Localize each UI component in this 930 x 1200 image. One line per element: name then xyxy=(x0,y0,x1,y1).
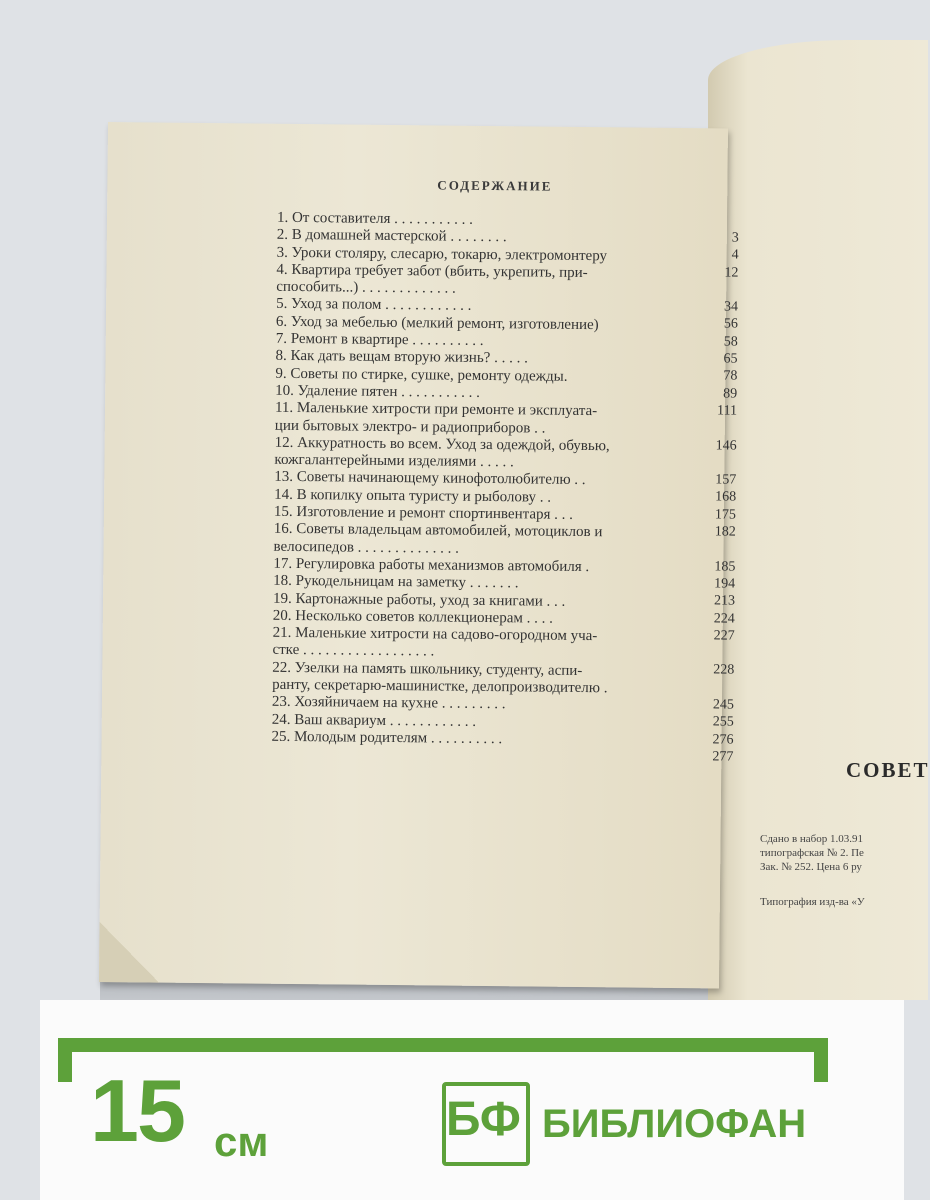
toc-entry-page: 182 xyxy=(714,524,736,540)
imprint-block xyxy=(760,832,864,874)
toc-entry-title: 21. Маленькие хитрости на садово-огородном уча- xyxy=(272,624,598,645)
toc-entry-page: 175 xyxy=(714,507,736,523)
toc-entry-title: 13. Советы начинающему кинофотолюбителю . . xyxy=(274,469,586,489)
press-line: Типография изд-ва «У xyxy=(760,896,865,908)
toc-entry-title: 18. Рукодельницам на заметку . . . . . . . xyxy=(273,572,519,592)
logo-letters: БФ xyxy=(446,1093,521,1146)
toc-entry-page: 3 xyxy=(731,230,739,246)
right-page-title: СОВЕТ xyxy=(846,758,930,782)
toc-entry-title: 12. Аккуратность во всем. Уход за одеждой, обувью, xyxy=(274,434,610,455)
toc-entry-page: 58 xyxy=(723,334,738,350)
toc-entry-title: 25. Молодым родителям . . . . . . . . . . xyxy=(271,728,503,748)
toc-entry-title: 4. Квартира требует забот (вбить, укрепить, при- xyxy=(276,261,588,281)
toc-entry-page: 78 xyxy=(723,368,738,384)
toc-entry-title: ранту, секретарю-машинистке, делопроизводителю . xyxy=(272,676,608,697)
toc-entry-title: 23. Хозяйничаем на кухне . . . . . . . . . xyxy=(271,694,506,713)
toc-entry-title: способить...) . . . . . . . . . . . . . xyxy=(276,278,456,297)
toc-entry-page: 89 xyxy=(723,386,738,402)
toc-entry-title: 7. Ремонт в квартире . . . . . . . . . . xyxy=(275,330,484,350)
toc-entry-page: 12 xyxy=(724,265,739,281)
toc-entry-title: кожгалантерейными изделиями . . . . . xyxy=(274,451,514,471)
ruler-unit: см xyxy=(214,1118,269,1165)
toc-entry-page: 4 xyxy=(731,247,739,263)
imprint-line: Сдано в набор 1.03.91 xyxy=(760,833,864,845)
imprint-line: Зак. № 252. Цена 6 ру xyxy=(760,861,862,873)
ruler-tick-right xyxy=(814,1038,828,1082)
toc-entry-title: 24. Ваш аквариум . . . . . . . . . . . . xyxy=(271,711,477,730)
toc-entry-page: 228 xyxy=(713,662,735,679)
toc-entry-title: 5. Уход за полом . . . . . . . . . . . . xyxy=(276,296,472,315)
left-page xyxy=(99,122,739,988)
toc-entry-page: 213 xyxy=(713,593,736,609)
toc-entry-title: 17. Регулировка работы механизмов автомобиля . xyxy=(273,555,590,576)
toc-entry-page: 277 xyxy=(712,749,734,765)
toc-entry-title: 2. В домашней мастерской . . . . . . . . xyxy=(276,227,507,246)
toc-entry-page: 168 xyxy=(715,489,737,506)
toc-entry-title: велосипедов . . . . . . . . . . . . . . xyxy=(273,538,460,557)
toc-entry-page: 65 xyxy=(723,351,738,367)
ruler-number: 15 xyxy=(90,1061,184,1160)
toc-entry-page: 157 xyxy=(715,472,737,488)
toc-entry-page: 227 xyxy=(713,628,735,644)
logo-wordmark: БИБЛИОФАН xyxy=(542,1102,807,1146)
toc-entry-title: 20. Несколько советов коллекционерам . . . . xyxy=(272,607,554,627)
toc-entry-title: 9. Советы по стирке, сушке, ремонту одежды. xyxy=(275,365,568,385)
toc-entry-page: 194 xyxy=(714,576,736,592)
table-of-contents xyxy=(271,209,739,765)
toc-entry-page: 56 xyxy=(723,316,738,333)
toc-entry-title: 15. Изготовление и ремонт спортинвентаря . . . xyxy=(273,503,574,523)
ruler xyxy=(40,1000,904,1200)
toc-entry-title: 19. Картонажные работы, уход за книгами . . . xyxy=(272,590,566,610)
ruler-line xyxy=(58,1038,828,1052)
toc-entry-title: 16. Советы владельцам автомобилей, мотоциклов и xyxy=(273,521,603,541)
imprint-line: типографская № 2. Пе xyxy=(760,847,864,859)
toc-entry-title: 22. Узелки на память школьнику, студенту, аспи- xyxy=(272,659,583,679)
toc-entry-title: 14. В копилку опыта туристу и рыболову . . xyxy=(274,486,552,506)
toc-entry-page: 276 xyxy=(712,731,734,748)
toc-entry-title: 3. Уроки столяру, слесарю, токарю, электромонтеру xyxy=(276,244,608,264)
toc-entry-title: стке . . . . . . . . . . . . . . . . . . xyxy=(272,642,435,660)
toc-entry-page: 146 xyxy=(715,437,737,454)
right-page xyxy=(708,40,928,1000)
ruler-tick-left xyxy=(58,1038,72,1082)
toc-entry-title: 11. Маленькие хитрости при ремонте и эксплуата- xyxy=(274,400,598,420)
toc-entry-page: 224 xyxy=(713,610,735,627)
toc-entry-title: 8. Как дать вещам вторую жизнь? . . . . . xyxy=(275,348,528,367)
toc-entry-title: 10. Удаление пятен . . . . . . . . . . . xyxy=(275,382,480,401)
toc-entry-title: 1. От составителя . . . . . . . . . . . xyxy=(276,209,474,228)
toc-entry-page: 185 xyxy=(714,559,736,575)
toc-heading: СОДЕРЖАНИЕ xyxy=(437,177,553,194)
toc-entry-page: 34 xyxy=(724,299,739,315)
toc-entry-page: 111 xyxy=(716,403,738,419)
toc-entry-page: 255 xyxy=(712,714,734,730)
toc-entry-page: 245 xyxy=(712,697,735,713)
toc-entry-title: ции бытовых электро- и радиоприборов . . xyxy=(274,417,546,437)
toc-entry-title: 6. Уход за мебелью (мелкий ремонт, изготовление) xyxy=(275,313,599,333)
page-corner-fold xyxy=(99,922,160,983)
